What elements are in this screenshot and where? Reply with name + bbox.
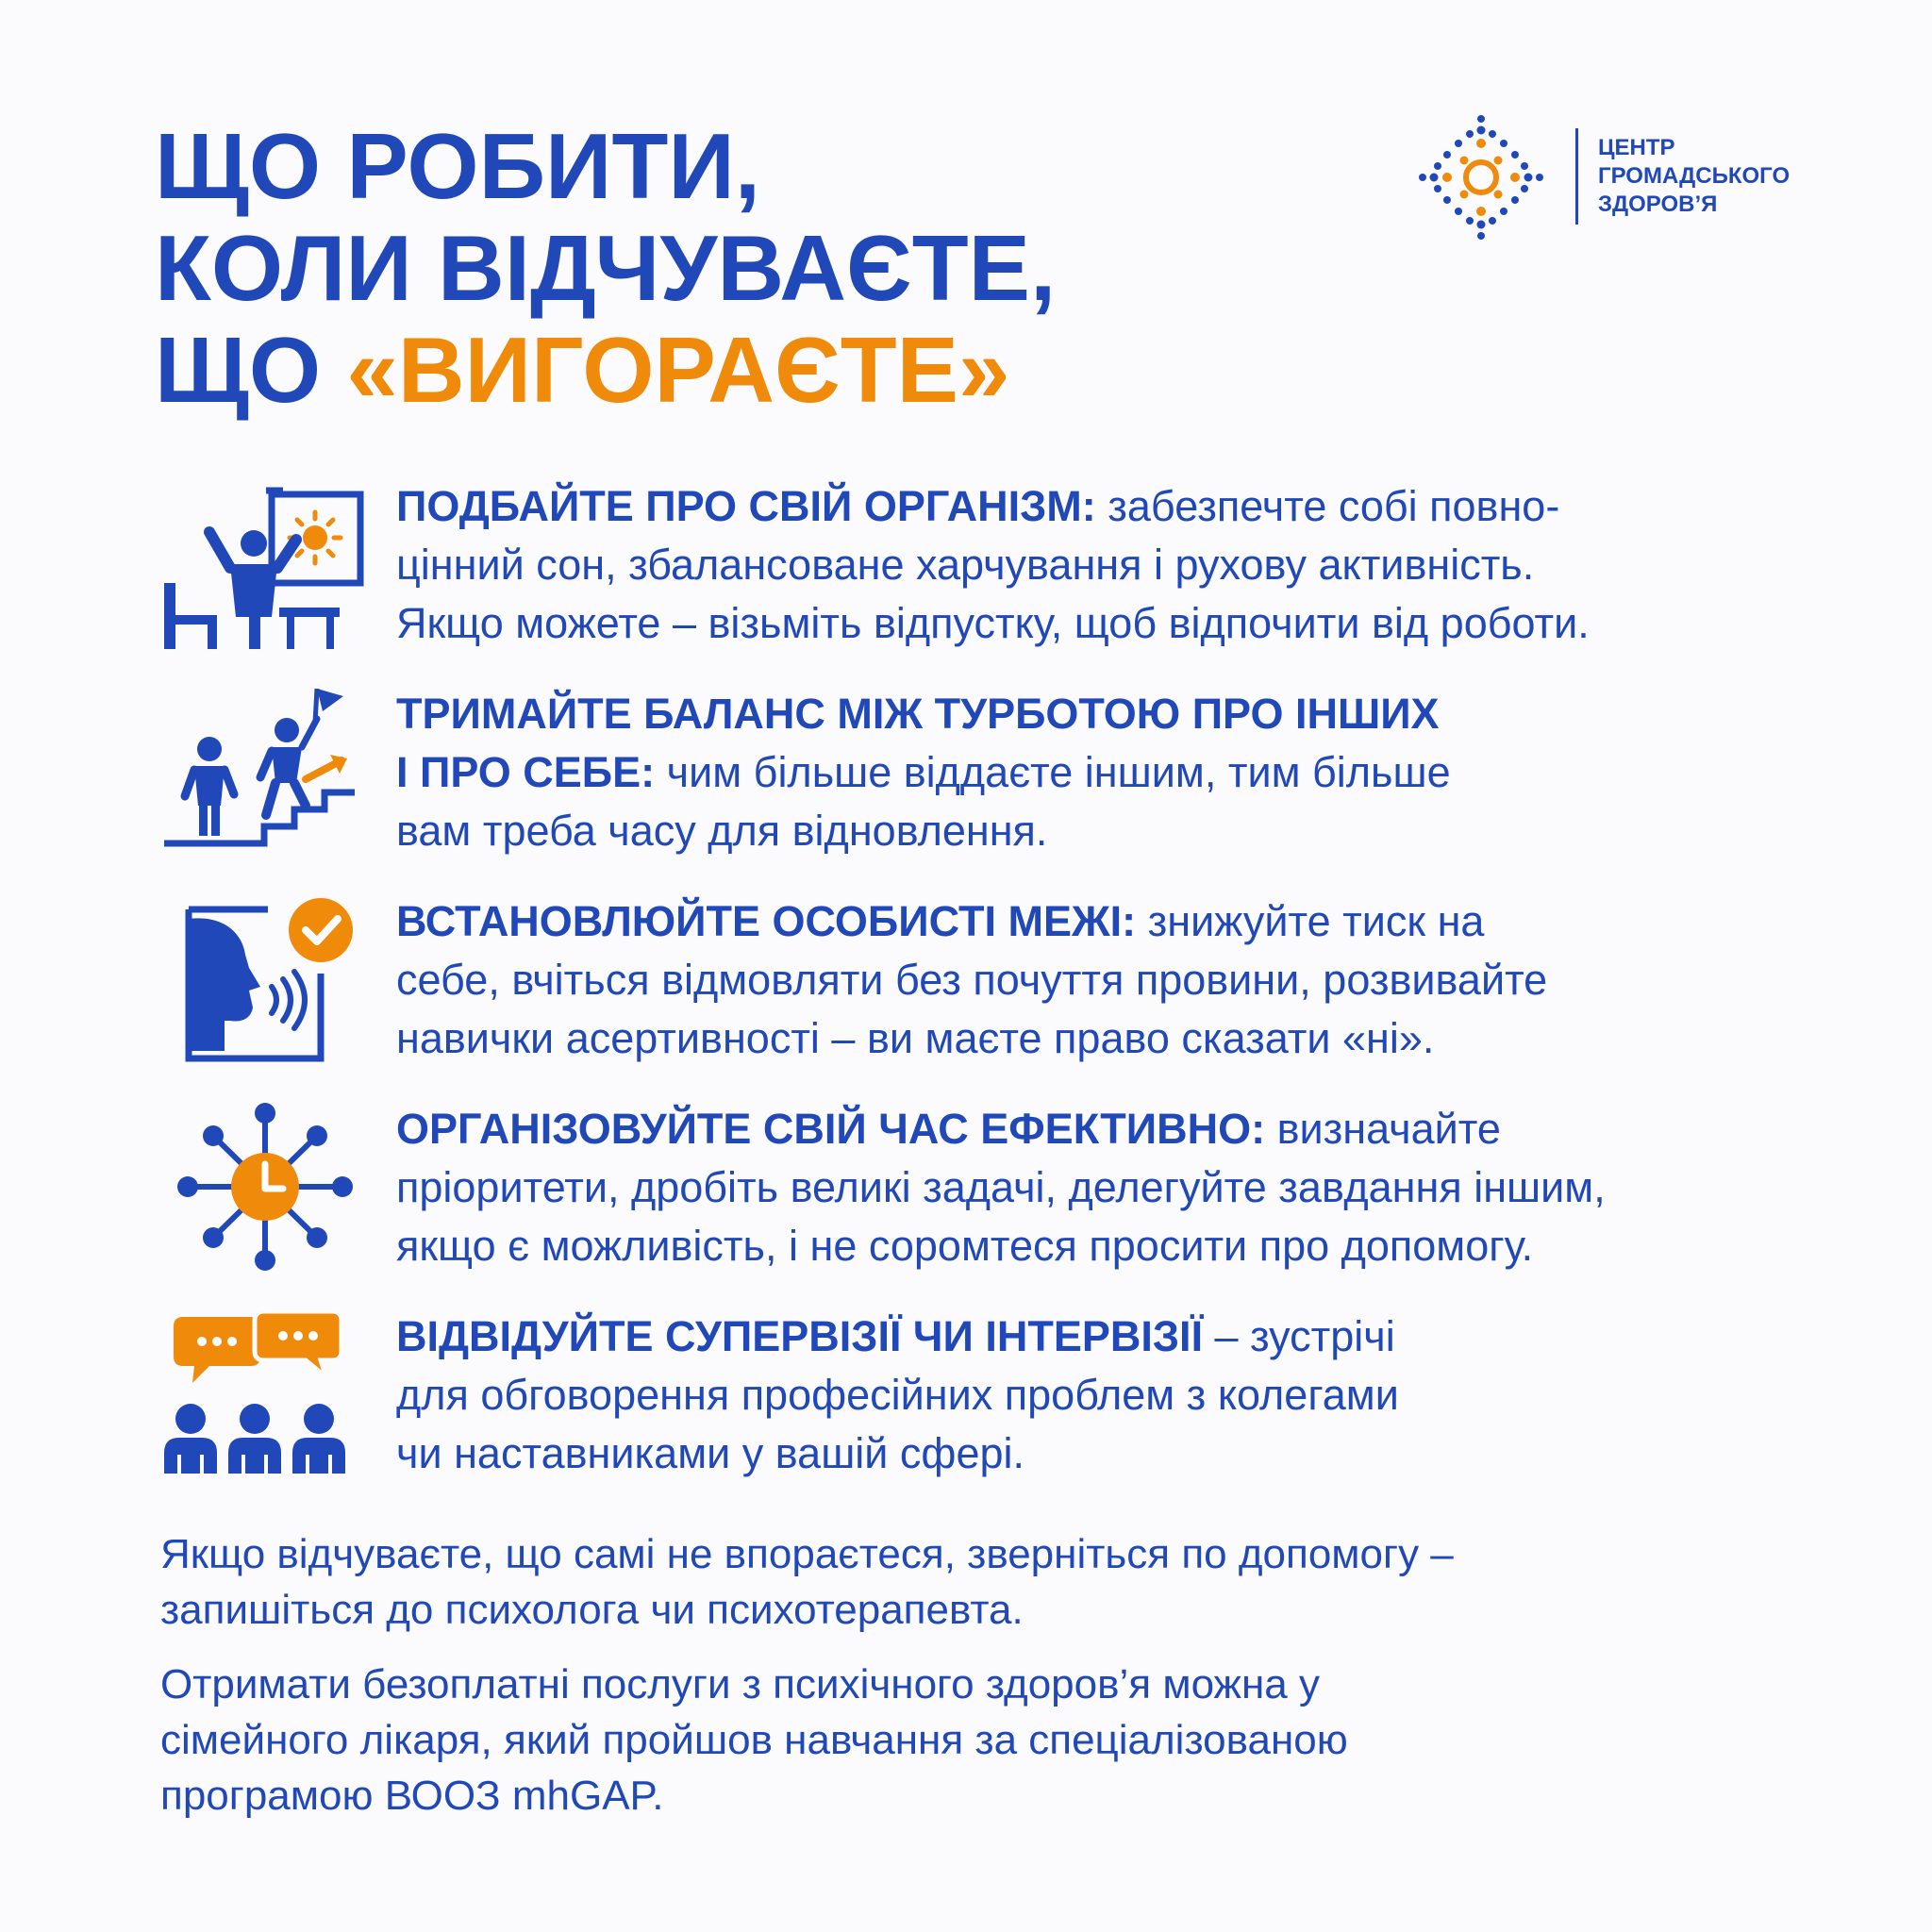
tip-line-3: вам треба часу для відновлення. [396,807,1048,855]
page-title [155,115,1056,421]
title-line-3-prefix: ЩО [155,318,347,422]
tip-line-1 [396,1307,1811,1366]
footer-paragraph-services [160,1657,1821,1824]
logo-text [1598,134,1790,219]
logo-divider [1575,128,1578,225]
tip-line-2 [396,743,1811,802]
group-chat-icon [155,1307,372,1487]
tip-balance [155,685,1815,864]
tip-title-line-2: І ПРО СЕБЕ: [396,748,656,796]
tip-title: ПОДБАЙТЕ ПРО СВІЙ ОРГАНІЗМ: [396,482,1096,530]
tip-line-2: цінний сон, збалансоване харчування і рухову активність. [396,541,1535,589]
tip-line-1 [396,892,1811,951]
tip-text [396,477,1811,653]
tip-title-line-1: ТРИМАЙТЕ БАЛАНС МІЖ ТУРБОТОЮ ПРО ІНШИХ [396,690,1440,738]
tip-line-3: Якщо можете – візьміть відпустку, щоб відпочити від роботи. [396,599,1590,647]
title-line-2: КОЛИ ВІДЧУВАЄТЕ, [155,216,1057,320]
tip-line-1 [396,1100,1811,1158]
tip-line-3: якщо є можливість, і не соромтеся просити про допомогу. [396,1222,1534,1270]
tip-line-3: чи наставниками у вашій сфері. [396,1429,1025,1477]
clock-network-icon [155,1100,372,1279]
tip-line-1-rest: визначайте [1265,1105,1501,1153]
organization-logo [1415,111,1811,243]
title-accent-word: «ВИГОРАЄТЕ» [346,318,1010,422]
tip-title: ОРГАНІЗОВУЙТЕ СВІЙ ЧАС ЕФЕКТИВНО: [396,1105,1266,1153]
logo-dots-icon [1415,111,1547,243]
tip-text [396,1307,1811,1483]
tip-line-1-rest: – зустрічі [1202,1312,1395,1360]
tip-text [396,892,1811,1068]
tip-text [396,1100,1811,1275]
footer-p2-line-2: сімейного лікаря, який пройшов навчання за спеціалізованою [160,1717,1348,1763]
title-line-1: ЩО РОБИТИ, [155,114,761,218]
tip-line-2-rest: чим більше віддаєте іншим, тим більше [655,748,1451,796]
tip-supervision [155,1307,1815,1487]
title-line-3 [155,319,1056,421]
tip-title: ВСТАНОВЛЮЙТЕ ОСОБИСТІ МЕЖІ: [396,897,1137,945]
tip-line-2: пріоритети, дробіть великі задачі, делегуйте завдання іншим, [396,1163,1606,1211]
tip-line-1 [396,477,1811,536]
footer-p2-line-1: Отримати безоплатні послуги з психічного здоров’я можна у [160,1661,1320,1707]
logo-text-line-1: ЦЕНТР [1598,135,1675,160]
footer-p2-line-3: програмою ВООЗ mhGAP. [160,1773,664,1819]
tip-boundaries [155,892,1815,1072]
tip-line-1 [396,685,1811,743]
logo-text-line-2: ГРОМАДСЬКОГО [1598,163,1790,189]
logo-text-line-3: ЗДОРОВ’Я [1598,192,1718,217]
tip-time-management [155,1100,1815,1279]
tip-line-2: для обговорення професійних проблем з колегами [396,1371,1399,1419]
tip-line-3: навички асертивності – ви маєте право сказати «ні». [396,1014,1435,1062]
footer-paragraph-help [160,1526,1821,1638]
footer-p1-line-1: Якщо відчуваєте, що самі не впораєтеся, зверніться по допомогу – [160,1531,1454,1577]
tip-body-care [155,477,1815,657]
speaking-head-check-icon [155,892,372,1072]
tip-title: ВІДВІДУЙТЕ СУПЕРВІЗІЇ ЧИ ІНТЕРВІЗІЇ [396,1312,1203,1360]
tip-line-1-rest: забезпечте собі повно- [1095,482,1560,530]
tip-line-1-rest: знижуйте тиск на [1136,897,1485,945]
climbing-stairs-icon [155,685,372,864]
tip-line-2: себе, вчіться відмовляти без почуття провини, розвивайте [396,956,1548,1004]
person-at-desk-icon [155,477,372,657]
tip-text [396,685,1811,860]
footer-p1-line-2: запишіться до психолога чи психотерапевта. [160,1587,1024,1633]
